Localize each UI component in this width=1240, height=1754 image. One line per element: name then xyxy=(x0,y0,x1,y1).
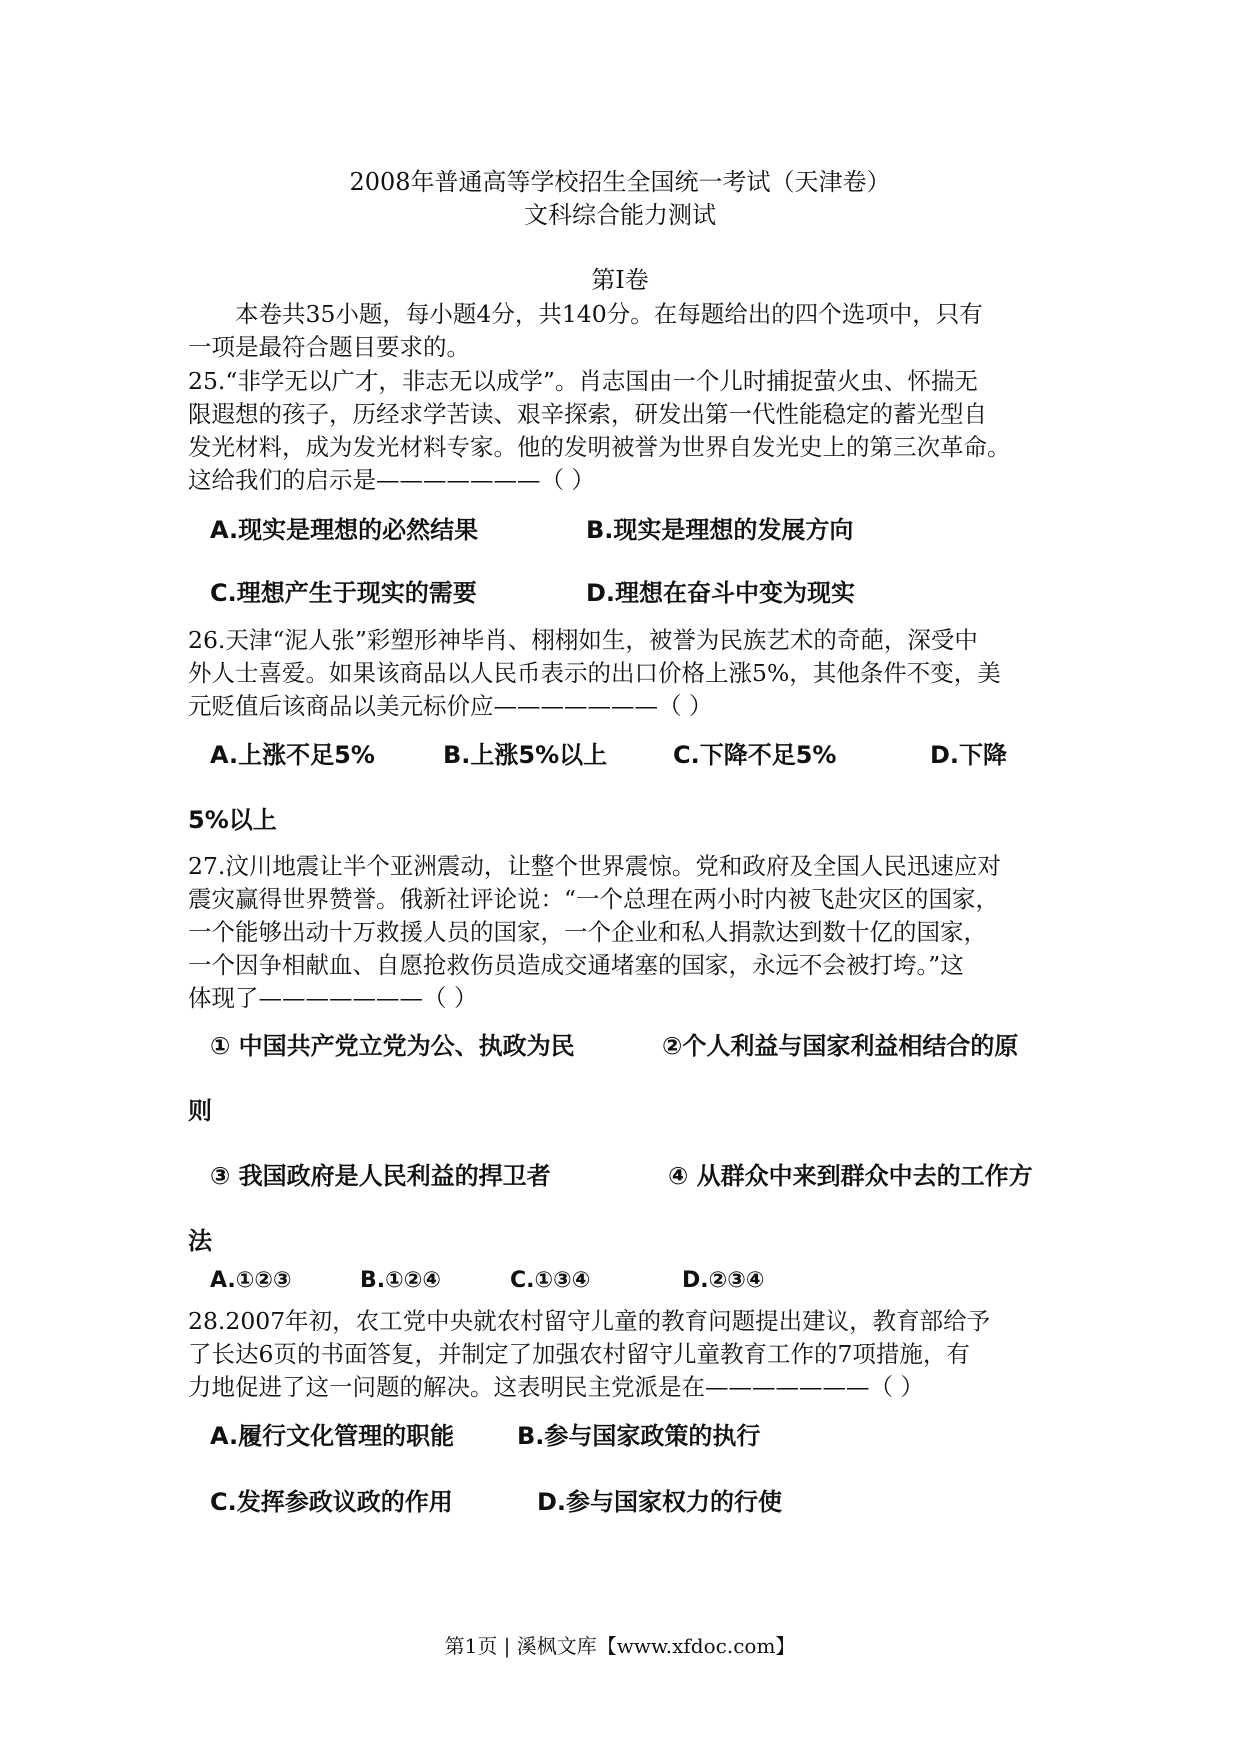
statement-4: ④ 从群众中来到群众中去的工作方 xyxy=(668,1162,1033,1190)
option-a: A.现实是理想的必然结果 xyxy=(210,516,479,544)
question-25-text: 这给我们的启示是———————（ ） xyxy=(188,466,595,494)
option-d: D.下降 xyxy=(930,741,1008,769)
option-c: C.发挥参政议政的作用 xyxy=(210,1488,453,1516)
question-27-text: 27.汶川地震让半个亚洲震动，让整个世界震惊。党和政府及全国人民迅速应对 xyxy=(188,852,1001,880)
intro-text: 一项是最符合题目要求的。 xyxy=(188,333,470,361)
exam-subtitle: 文科综合能力测试 xyxy=(524,201,716,229)
intro-text: 本卷共35小题，每小题4分，共140分。在每题给出的四个选项中，只有 xyxy=(235,300,983,328)
option-c: C.下降不足5% xyxy=(673,741,837,769)
question-25-text: 限遐想的孩子，历经求学苦读、艰辛探索，研发出第一代性能稳定的蓄光型自 xyxy=(188,400,987,428)
question-28-text: 了长达6页的书面答复，并制定了加强农村留守儿童教育工作的7项措施，有 xyxy=(188,1340,970,1368)
option-a: A.①②③ xyxy=(210,1268,292,1293)
statement-4-continued: 法 xyxy=(188,1227,212,1255)
section-heading: 第Ⅰ卷 xyxy=(591,266,649,294)
question-26-text: 外人士喜爱。如果该商品以人民币表示的出口价格上涨5%，其他条件不变，美 xyxy=(188,659,1001,687)
option-d: D.②③④ xyxy=(682,1268,765,1293)
question-28-text: 力地促进了这一问题的解决。这表明民主党派是在———————（ ） xyxy=(188,1373,924,1401)
question-26-text: 元贬值后该商品以美元标价应———————（ ） xyxy=(188,692,713,720)
option-c: C.理想产生于现实的需要 xyxy=(210,579,477,607)
option-d: D.参与国家权力的行使 xyxy=(537,1488,783,1516)
question-27-text: 震灾赢得世界赞誉。俄新社评论说：“一个总理在两小时内被飞赴灾区的国家， xyxy=(188,885,1000,913)
question-25-text: 发光材料，成为发光材料专家。他的发明被誉为世界自发光史上的第三次革命。 xyxy=(188,433,1011,461)
statement-2: ②个人利益与国家利益相结合的原 xyxy=(662,1032,1019,1060)
statement-2-continued: 则 xyxy=(188,1097,212,1125)
option-b: B.①②④ xyxy=(360,1268,442,1293)
question-28-text: 28.2007年初，农工党中央就农村留守儿童的教育问题提出建议，教育部给予 xyxy=(188,1307,991,1335)
option-c: C.①③④ xyxy=(510,1268,591,1293)
option-a: A.履行文化管理的职能 xyxy=(210,1422,455,1450)
statement-1: ① 中国共产党立党为公、执政为民 xyxy=(210,1032,575,1060)
page-footer: 第1页 | 溪枫文库【www.xfdoc.com】 xyxy=(444,1634,796,1658)
question-27-text: 一个因争相献血、自愿抢救伤员造成交通堵塞的国家，永远不会被打垮。”这 xyxy=(188,951,964,979)
exam-title: 2008年普通高等学校招生全国统一考试（天津卷） xyxy=(349,168,891,196)
option-b: B.现实是理想的发展方向 xyxy=(586,516,854,544)
option-a: A.上涨不足5% xyxy=(210,741,375,769)
option-d-continued: 5%以上 xyxy=(188,806,277,834)
question-27-text: 一个能够出动十万救援人员的国家，一个企业和私人捐款达到数十亿的国家， xyxy=(188,918,987,946)
question-27-text: 体现了———————（ ） xyxy=(188,984,478,1012)
option-b: B.参与国家政策的执行 xyxy=(517,1422,761,1450)
option-d: D.理想在奋斗中变为现实 xyxy=(586,579,856,607)
option-b: B.上涨5%以上 xyxy=(443,741,608,769)
question-26-text: 26.天津“泥人张”彩塑形神毕肖、栩栩如生，被誉为民族艺术的奇葩，深受中 xyxy=(188,626,978,654)
statement-3: ③ 我国政府是人民利益的捍卫者 xyxy=(210,1162,551,1190)
question-25-text: 25.“非学无以广才，非志无以成学”。肖志国由一个儿时捕捉萤火虫、怀揣无 xyxy=(188,367,978,395)
